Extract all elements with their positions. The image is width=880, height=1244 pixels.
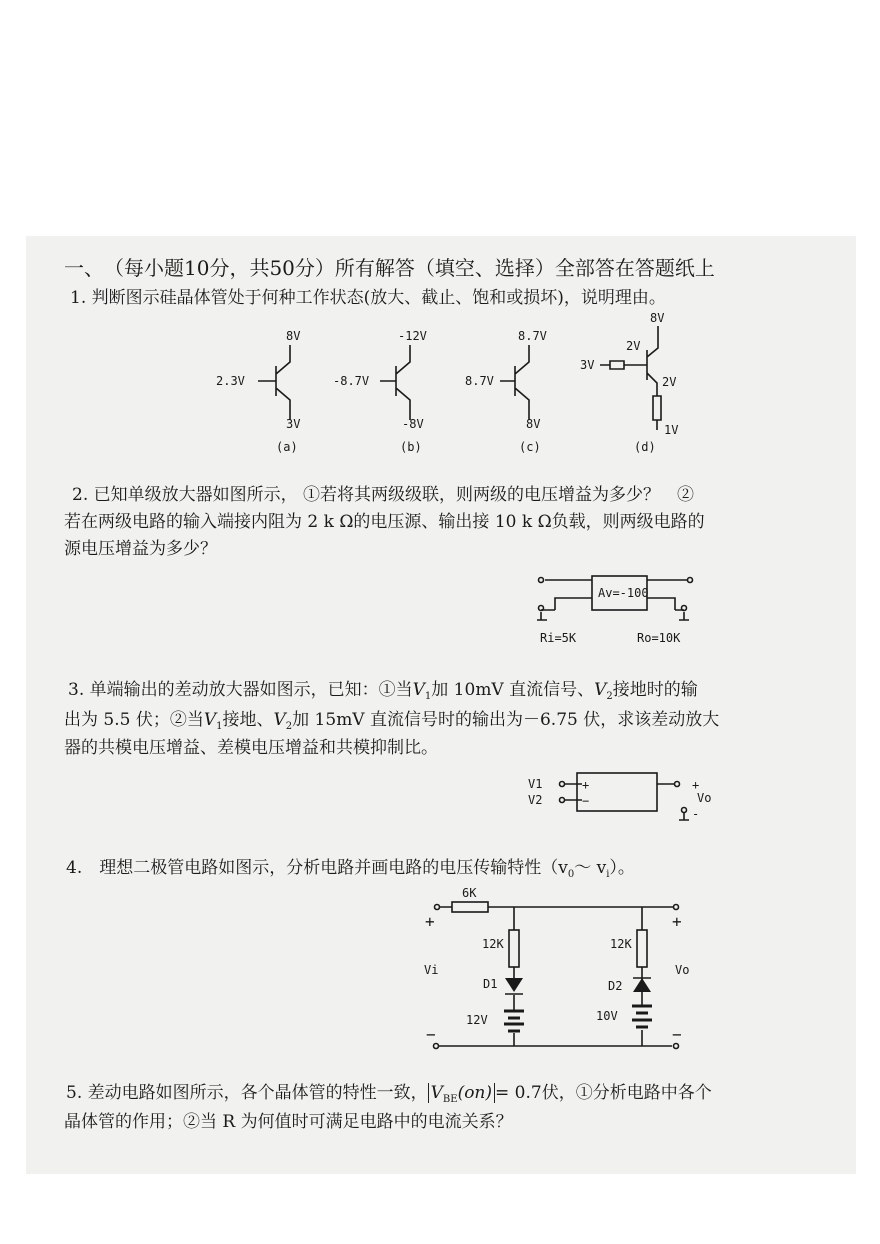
transistor-d bbox=[580, 311, 678, 454]
label: Vi bbox=[424, 963, 439, 977]
label: 3V bbox=[580, 358, 595, 372]
section-number: 一、 bbox=[64, 256, 94, 280]
sub: 2 bbox=[606, 691, 613, 702]
label: D2 bbox=[608, 979, 623, 993]
label: Vo bbox=[675, 963, 690, 977]
label: (c) bbox=[519, 440, 541, 454]
label: − bbox=[672, 1025, 682, 1044]
label: − bbox=[426, 1025, 436, 1044]
label: -8.7V bbox=[333, 374, 370, 388]
text: ）。 bbox=[609, 858, 635, 878]
text: = 0.7伏，①分析电路中各个 bbox=[495, 1083, 712, 1103]
sub: 1 bbox=[216, 721, 223, 732]
transistor-a bbox=[216, 329, 300, 454]
label: V2 bbox=[528, 793, 543, 807]
label: + bbox=[692, 778, 700, 792]
section-instructions: （每小题10分，共50分）所有解答（填空、选择）全部答在答题纸上 bbox=[114, 256, 715, 280]
text: 出为 5.5 伏；②当 bbox=[64, 710, 204, 730]
sub: 1 bbox=[424, 691, 432, 702]
var: V bbox=[203, 710, 217, 730]
label: + bbox=[672, 912, 682, 931]
label: 2V bbox=[662, 375, 677, 389]
sub: 2 bbox=[285, 721, 293, 732]
text: 加 10mV 直流信号、 bbox=[431, 680, 595, 700]
transistor-b bbox=[333, 329, 427, 454]
diode-circuit bbox=[424, 886, 689, 1049]
var: (on) bbox=[457, 1083, 493, 1103]
label: 10V bbox=[596, 1009, 618, 1023]
text: 加 15mV 直流信号时的输出为－6.75 伏，求该差动放大 bbox=[292, 710, 720, 730]
question-2-line-3: 源电压增益为多少？ bbox=[64, 539, 217, 559]
label: 1V bbox=[664, 423, 679, 437]
sub: i bbox=[606, 869, 610, 880]
label: 8V bbox=[526, 417, 541, 431]
sub: 0 bbox=[567, 869, 575, 880]
label: Vo bbox=[697, 791, 712, 805]
sub: BE bbox=[442, 1094, 458, 1105]
var: V bbox=[273, 710, 286, 730]
label: 12V bbox=[466, 1013, 488, 1027]
ro-label: Ro=10K bbox=[637, 631, 681, 645]
label: 2.3V bbox=[216, 374, 245, 388]
question-2-line-2: 若在两级电路的输入端接内阻为 2 k Ω的电压源、输出接 10 k Ω负载，则两级电路的 bbox=[64, 512, 705, 532]
label: 12K bbox=[482, 937, 504, 951]
label: 8V bbox=[650, 311, 665, 325]
question-3-line-3: 器的共模电压增益、差模电压增益和共模抑制比。 bbox=[64, 738, 438, 758]
question-2-line-1: 2. 已知单级放大器如图所示， ①若将其两级级联，则两级的电压增益为多少？ ② bbox=[72, 485, 695, 505]
label: − bbox=[582, 794, 590, 808]
label: 8.7V bbox=[465, 374, 494, 388]
label: (d) bbox=[634, 440, 656, 454]
label: -8V bbox=[402, 417, 424, 431]
var: V bbox=[594, 680, 607, 700]
label: + bbox=[425, 912, 435, 931]
text: 接地、 bbox=[222, 710, 274, 730]
label: 8V bbox=[286, 329, 301, 343]
transistor-c bbox=[465, 329, 547, 454]
label: (a) bbox=[276, 440, 298, 454]
text: 3. 单端输出的差动放大器如图示，已知：①当 bbox=[68, 680, 413, 700]
label: V1 bbox=[528, 777, 543, 791]
label: 8.7V bbox=[518, 329, 547, 343]
var: V bbox=[412, 680, 425, 700]
label: D1 bbox=[483, 977, 498, 991]
label: -12V bbox=[398, 329, 427, 343]
question-1: 1. 判断图示硅晶体管处于何种工作状态(放大、截止、饱和或损坏)，说明理由。 bbox=[70, 288, 666, 308]
text: 4. 理想二极管电路如图示，分析电路并画电路的电压传输特性（v bbox=[66, 858, 568, 878]
var: V bbox=[430, 1083, 443, 1103]
label: 6K bbox=[462, 886, 477, 900]
text: ～ v bbox=[574, 858, 607, 878]
label: 2V bbox=[626, 339, 641, 353]
gain-label: Av=-100 bbox=[598, 586, 649, 600]
ri-label: Ri=5K bbox=[540, 631, 577, 645]
label: - bbox=[692, 807, 700, 821]
label: + bbox=[582, 778, 590, 792]
text: 5. 差动电路如图所示，各个晶体管的特性一致， bbox=[66, 1083, 428, 1103]
diff-amplifier-block bbox=[528, 773, 711, 821]
amplifier-block bbox=[537, 576, 693, 645]
text: 接地时的输 bbox=[612, 680, 698, 700]
question-5-line-2: 晶体管的作用；②当 R 为何值时可满足电路中的电流关系？ bbox=[64, 1112, 513, 1132]
label: 3V bbox=[286, 417, 301, 431]
label: 12K bbox=[610, 937, 632, 951]
label: (b) bbox=[400, 440, 422, 454]
